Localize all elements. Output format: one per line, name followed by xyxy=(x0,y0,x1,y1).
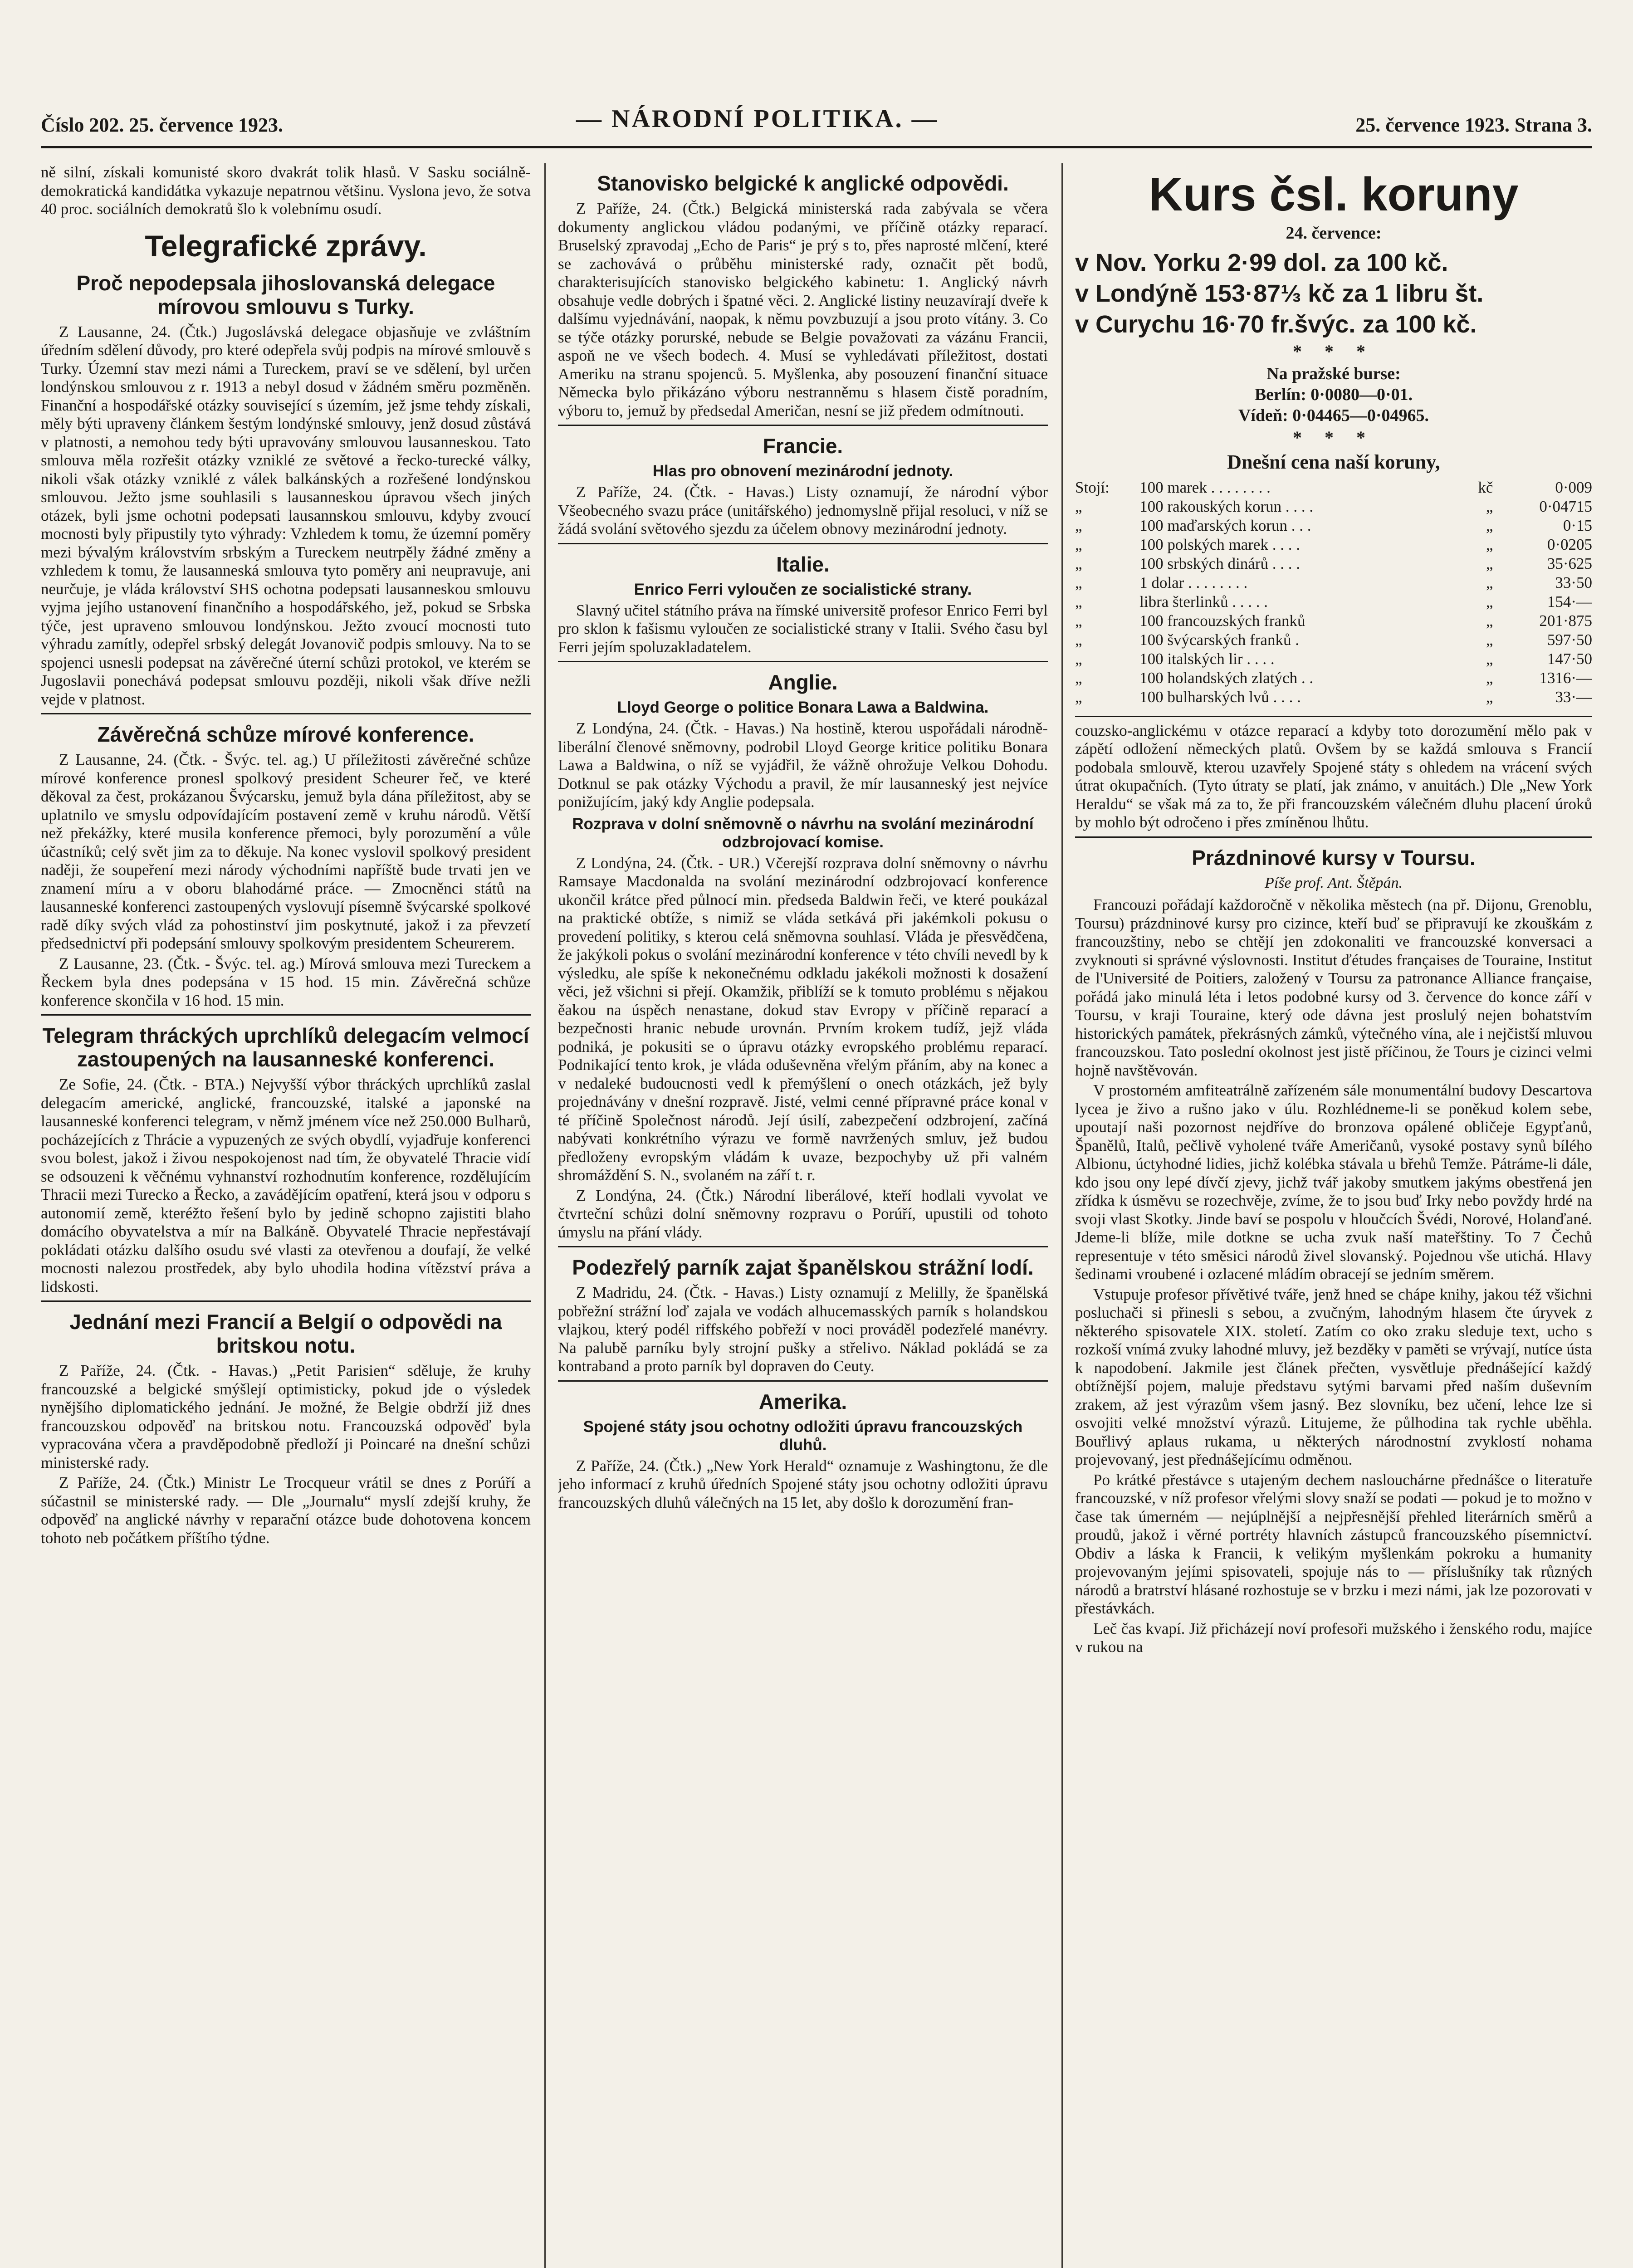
rate-prefix: „ xyxy=(1075,650,1082,668)
column-separator xyxy=(1061,163,1063,2268)
rate-unit: „ xyxy=(1486,669,1493,687)
rate-unit: „ xyxy=(1486,573,1493,591)
rate-unit: „ xyxy=(1486,688,1493,706)
article-paragraph: Z Paříže, 24. (Čtk.) Ministr Le Trocqueur vrátil se dnes z Porúří a súčastnil se ministerské rady. — Dle „Journalu“ myslí zdejší kruhy, že odpověď na anglické návrhy v reparační otázce bude dohotovena koncem tohoto neb počátkem příštího týdne. xyxy=(41,1474,531,1547)
rate-item: 100 rakouských korun . . . . xyxy=(1139,497,1314,515)
rate-row xyxy=(1075,516,1592,535)
rate-value: 35·625 xyxy=(1547,554,1592,572)
rates-table xyxy=(1075,478,1592,707)
rate-prefix: Stojí: xyxy=(1075,478,1110,496)
divider xyxy=(41,1014,531,1016)
rate-unit: „ xyxy=(1486,554,1493,572)
rate-item: 100 italských lir . . . . xyxy=(1139,650,1275,668)
rate-prefix: „ xyxy=(1075,573,1082,591)
column-2 xyxy=(558,163,1048,2268)
subhead: Lloyd George o politice Bonara Lawa a Baldwina. xyxy=(617,699,989,716)
rate-prefix: „ xyxy=(1075,554,1082,572)
stars-separator: * * * xyxy=(1293,427,1374,448)
kurs-line-curych: v Curychu 16·70 fr.švýc. za 100 kč. xyxy=(1075,310,1477,338)
rate-value: 0·009 xyxy=(1555,478,1592,496)
subhead: Rozprava v dolní sněmovně o návrhu na svolání mezinárodní odzbrojovací komise. xyxy=(572,815,1034,851)
article-paragraph: Z Londýna, 24. (Čtk.) Národní liberálové, kteří hodlali vyvolat ve čtvrteční schůzi dolní sněmovny rozpravu o Porúří, upustili od tohoto úmyslu na přání vlády. xyxy=(558,1186,1048,1241)
divider xyxy=(1075,716,1592,717)
stars-separator: * * * xyxy=(1293,341,1374,362)
article-paragraph: Ze Sofie, 24. (Čtk. - BTA.) Nejvyšší výbor thráckých uprchlíků zaslal delegacím americké, anglické, francouzské, italské a japonské na lausanneské konferenci telegram, v němž jménem více než 250.000 Bulharů, pocházejících z Thrácie a vypuzených ze svých obydlí, vyjadřuje konferenci svou bolest, jakož i živou nespokojenost nad tím, že obyvatelé Thracie vidí se odsouzeni k věčnému vyhnanství rozhodnutím konference, rozdělujícím Thracii mezi Turecko a Řecko, a zavádějícím opatření, která jsou v odporu s autonomií země, kteréžto řešení bylo by jedině schopno zajistiti blaho domácího obyvatelstva a mír na Balkáně. Obyvatelé Thracie nepřestávají pokládati otázku dalšího osudu své vlasti za otevřenou a doufají, že velké mocnosti nalezou prostředek, aby bylo uhodila hodina vítězství práva a lidskosti. xyxy=(41,1075,531,1295)
article-paragraph: Leč čas kvapí. Již přicházejí noví profesoři mužského i ženského rodu, majíce v rukou na xyxy=(1075,1619,1592,1656)
section-anglie: Anglie. xyxy=(768,670,838,694)
dnesni-cena-title: Dnešní cena naší koruny, xyxy=(1227,450,1440,473)
article-paragraph: Po krátké přestávce s utajeným dechem naslouchárne přednášce o literatuře francouzské, v níž profesor vřelými slovy snaží se podati — pokud je to možno v čase tak úmerném — nejúplnější a nejpřesnější přehled literárních směrů a proudů, jakož i věrné portréty hlavních zástupců francouzského písemnictví. Obdiv a láska k Francii, k velikým myšlenkám pokroku a humanity projevovaným jejími spisovateli, spojuje nás to — příslušníky tak různých národů a bratrství hlásané rozhostuje se v brzku i mezi námi, jak lze pozorovati v přestávkách. xyxy=(1075,1471,1592,1617)
kurs-line-newyork: v Nov. Yorku 2·99 dol. za 100 kč. xyxy=(1075,249,1448,276)
headline-podezrely-parnik: Podezřelý parník zajat španělskou strážní lodí. xyxy=(572,1256,1034,1279)
divider xyxy=(558,1380,1048,1382)
rate-prefix: „ xyxy=(1075,592,1082,611)
article-paragraph: Vstupuje profesor přívětivé tváře, jenž hned se chápe knihy, jakou též všichni posluchači si přinesli s sebou, a zvučným, lahodným hlasem čte úryvek z některého spisovatele XIX. století. Zatím co oko zraku sleduje text, ucho s rozkoší vnímá zvuky lahodné mluvy, jež bezděky v paměti se vrývají, nutíce ústa k napodobení. Jakmile jest článek přečten, vysvětluje přednášející každý obtížnější pojem, maluje představu sytými barvami před naším duševním zrakem, až jest výrazům všem jasný. Bez slovníku, bez učení, lehce lze si osvojiti velké množství výrazů. Litujeme, že půlhodina tak rychle uběhla. Bouřlivý aplaus rukama, u některých národnostní zvyklostí nohama projevovaný, jest přednášejícímu odměnou. xyxy=(1075,1285,1592,1468)
burse-label: Na pražské burse: xyxy=(1266,364,1401,383)
divider xyxy=(558,425,1048,426)
article-paragraph: V prostorném amfiteatrálně zařízeném sále monumentální budovy Descartova lycea je živo a rušno jako v úlu. Rozhlédneme-li se poněkud kolem sebe, upoutají naši pozornost nejdříve do bronzova opálené obličeje Egypťanů, Španělů, Italů, pečlivě vyholené tváře Američanů, vysoké postavy synů bílého Albionu, úctyhodné lidies, jichž kolébka stávala u břehů Temže. Pátráme-li dále, kdo jsou ony lepé dívčí zjevy, jichž tvář jakoby smutkem jakýms obestřená jen zřídka k úsměvu se rozechvěje, zvíme, že to jsou buď Irky nebo povždy hrdé na svoji vlast Skotky. Jinde baví se pospolu v hloučcích Švédi, Norové, Holanďané. Jdeme-li blíže, mile dotkne se ucha zvuk naší mateřštiny. To 7 Čechů representuje v této směsici národů živel slovanský. Pojednou vše utichá. Hlavy šedinami vroubené i ozlacené mládím obracejí se jedním směrem. xyxy=(1075,1081,1592,1283)
rate-value: 0·0205 xyxy=(1547,535,1592,553)
berlin-rate: Berlín: 0·0080—0·01. xyxy=(1254,385,1413,404)
newspaper-title: — NÁRODNÍ POLITIKA. — xyxy=(576,105,939,133)
headline-stanovisko-belgicke: Stanovisko belgické k anglické odpovědi. xyxy=(597,171,1009,195)
page-info: 25. července 1923. Strana 3. xyxy=(1355,114,1592,136)
viden-rate: Vídeň: 0·04465—0·04965. xyxy=(1238,406,1429,425)
headline-prazdninove-kursy: Prázdninové kursy v Toursu. xyxy=(1192,846,1476,870)
section-title-telegraf: Telegrafické zprávy. xyxy=(145,229,427,263)
article-paragraph: Z Londýna, 24. (Čtk. - UR.) Včerejší rozprava dolní sněmovny o návrhu Ramsaye Macdonalda na svolání mezinárodní odzbrojovací konference ukončil krátce před půlnocí min. předseda Baldwin řeči, ve které poukázal na praktické obtíže, s nimiž se vláda setkává při jakémkoli pokusu o provedení politiky, s kterou celá sněmovna souhlasí. Vláda je přesvědčena, že jakýkoli pokus o svolání mezinárodní konference v této chvíli nevedl by k výsledku, ale spíše k nekonečnému odkladu jakékoli možnosti k dosažení věci, jež všichni si přejí. Okamžik, přiblíží se k tomuto problému s nějakou ěakou na úspěch nenastane, dokud stav Evropy v příčině reparací a bezpečnosti hranic nebude urovnán. Prvním krokem tudíž, jejž vláda podniká, je pokusiti se o úpravu otázky evropského problému reparací. Podnikající tento krok, je vláda oduševněna vřelým přáním, aby na konec a v nedaleké budoucnosti vedl k přemýšlení o onech otázkách, jež byly projednávány v dnešní rozpravě. Jisté, velmi cenné přípravné práce konal v té příčině Společnost národů. Její úsilí, zabezpečení odzbrojení, začíná nabývati konkrétního výrazu ve formě navržených smluv, jež budou předloženy evropským vládám k uvaze, bezpochyby už při valném shromáždění S. N., svolaném na září t. r. xyxy=(558,854,1048,1184)
section-amerika: Amerika. xyxy=(758,1389,847,1413)
rate-prefix: „ xyxy=(1075,497,1082,515)
rate-prefix: „ xyxy=(1075,535,1082,553)
article-paragraph: Z Paříže, 24. (Čtk.) Belgická ministerská rada zabývala se včera dokumenty anglickou vládou podanými, ve příčině otázky reparací. Bruselský zpravodaj „Echo de Paris“ je prý s to, přes naprosté mlčení, které se zachovává o průběhu ministerské rady, označit pět bodů, charakterisujících stanovisko belgického kabinetu: 1. Anglický návrh obsahuje vedle dobrých i špatné věci. 2. Anglické listiny neuzavírají dveře k dalšímu vyjednávání, naopak, k němu povzbuzují a jsou proto vítány. 3. Co se týče otázky porurské, nebude se Belgie považovati za vázánu Francii, aspoň ne ve všech bodech. 4. Musí se vyhledávati příležitost, dostati Ameriku na stranu spojenců. 5. Myšlenka, aby posouzení finanční situace Německa bylo přikázáno výboru nestranněmu s hlasem čistě poradním, výboru to, jemuž by předsedal Američan, nesní se již předem odmítnouti. xyxy=(558,200,1048,420)
kurs-line-london: v Londýně 153·87⅓ kč za 1 libru št. xyxy=(1075,279,1484,307)
rate-item: libra šterlinků . . . . . xyxy=(1139,592,1268,611)
rate-row xyxy=(1075,573,1592,592)
headline-thracti-uprchlici: Telegram thráckých uprchlíků delegacím velmocí zastoupených na lausanneské konferenci. xyxy=(42,1024,529,1071)
subhead: Enrico Ferri vyloučen ze socialistické strany. xyxy=(634,580,972,598)
rate-value: 33·50 xyxy=(1555,573,1592,591)
rate-prefix: „ xyxy=(1075,516,1082,534)
rate-row xyxy=(1075,478,1592,497)
article-paragraph: Z Lausanne, 23. (Čtk. - Švýc. tel. ag.) Mírová smlouva mezi Tureckem a Řeckem byla dnes podepsána v 15 hod. 15 min. Závěrečná schůze konference skončila v 16 hod. 15 min. xyxy=(41,954,531,1009)
rate-value: 154·— xyxy=(1547,592,1592,611)
rate-prefix: „ xyxy=(1075,611,1082,630)
rate-row xyxy=(1075,592,1592,611)
rate-item: 100 francouzských franků xyxy=(1139,611,1305,630)
rate-row xyxy=(1075,631,1592,650)
rate-item: 100 holandských zlatých . . xyxy=(1139,669,1314,687)
rate-item: 100 švýcarských franků . xyxy=(1139,631,1299,649)
section-italie: Italie. xyxy=(776,552,830,576)
section-francie: Francie. xyxy=(763,434,843,458)
rate-value: 1316·— xyxy=(1539,669,1592,687)
rate-unit: „ xyxy=(1486,650,1493,668)
article-paragraph: Francouzi pořádají každoročně v několika městech (na př. Dijonu, Grenoblu, Toursu) prázdninové kursy pro cizince, kteří buď se připravují ke zkouškám z francouzštiny, nebo se chtějí jen zdokonaliti ve francouzské konversaci a zvyknouti si správné výslovnosti. Institut ďétudes françaises de Touraine, Institut de l'Université de Poitiers, založený v Toursu za patronance Alliance française, pořádá jako minulá léta i letos podobné kursy od 3. července do konce září v Toursu, v kraji Touraine, který ode dávna jest proslulý nejen bohatstvím historických památek, překrásných zámků, výtečného vína, ale i nejčistší mluvou francouzskou. Tato poslední okolnost jest jistě příčinou, že Tours je cizinci velmi hojně navštěvován. xyxy=(1075,896,1592,1079)
article-paragraph: Z Paříže, 24. (Čtk.) „New York Herald“ oznamuje z Washingtonu, že dle jeho informací z kruhů úředních Spojené státy jsou ochotny odložiti úpravu francouzských dluhů válečných na 15 let, aby došlo k dorozumění fran- xyxy=(558,1457,1048,1511)
rate-row xyxy=(1075,554,1592,573)
rate-value: 147·50 xyxy=(1547,650,1592,668)
headline-zaverecna-schuze: Závěrečná schůze mírové konference. xyxy=(97,723,474,746)
subhead: Hlas pro obnovení mezinárodní jednoty. xyxy=(652,462,953,480)
rate-value: 201·875 xyxy=(1539,611,1592,630)
divider xyxy=(1075,836,1592,838)
masthead-rule xyxy=(41,146,1592,148)
newspaper-page xyxy=(41,27,1592,2268)
rate-item: 100 maďarských korun . . . xyxy=(1139,516,1311,534)
rate-unit: „ xyxy=(1486,535,1493,553)
divider xyxy=(558,1246,1048,1247)
article-paragraph: Z Lausanne, 24. (Čtk.) Jugoslávská delegace objasňuje ve zvláštním úředním sdělení důvody, pro které odepřela svůj podpis na mírové smlouvě s Turky. Územní stav mezi námi a Tureckem, praví se ve sdělení, byl určen londýnskou smlouvou z r. 1913 a nebyl dosud v žádném směru pozměněn. Finanční a hospodářské otázky související s územím, jež jsme tehdy získali, měly býti upraveny článkem šestým londýnské smlouvy, jenž dosud zůstává v platnosti, a nemohou tedy býti upravovány smlouvou lausanneskou. Tato smlouva měla rozřešit otázky vzniklé ze světové a řecko-turecké války, nikoli však otázky vzniklé z válek balkánských a rozřešené londýnskou smlouvou. Ježto jsme souhlasili s lausanneskou úpravou všech jiných otázek, byli jsme ochotni podepsati lausannskou smlouvu, kdyby zvoucí mocnosti byly připustily tyto výhrady: Vzhledem k tomu, že územní poměry mezi bývalým královstvím srbským a Tureckem neutrpěly žádné změny a vzhledem k tomu, že lausanneská smlouva tyto poměry ani neupravuje, ani neurčuje, je vláda království SHS ochotna podepsati lausanneskou smlouvu vyjma jejího ustanovení finančního a hospodářského, jež, pokud se Srbska týče, jest upraveno smlouvou londýnskou. Ježto zvoucí mocnosti tuto výhradu zamítly, odepřel srbský delegát Jovanovič podpis smlouvy. Na to se spojenci usnesli podepsat na závěrečné úterní schůzi protokol, ve kterém se Jugoslavii ponechává podepsat smlouvu později, nikoli však dříve nežli vejde v platnost. xyxy=(41,323,531,708)
rate-row xyxy=(1075,669,1592,688)
headline-jihoslovanska: Proč nepodepsala jihoslovanská delegace mírovou smlouvu s Turky. xyxy=(76,271,495,318)
rate-unit: kč xyxy=(1478,478,1493,496)
article-paragraph: Z Londýna, 24. (Čtk. - Havas.) Na hostině, kterou uspořádali národně-liberální členové sněmovny, podrobil Lloyd George kritice politiku Bonara Lawa a Baldwina, o níž se vyjádřil, že vážně ohrožuje Velkou Dohodu. Dotknul se pak otázky Východu a pravil, že mír lausanneský jest nejvíce ponižujícím, jaký kdy Anglie podepsala. xyxy=(558,719,1048,811)
rate-item: 100 marek . . . . . . . . xyxy=(1139,478,1271,496)
article-paragraph: Z Lausanne, 24. (Čtk. - Švýc. tel. ag.) U příležitosti závěrečné schůze mírové konference pronesl spolkový president Scheurer řeč, ve které děkoval za čest, prokázanou Švýcarsku, jemuž byla dána příležitost, aby se uplatnilo ve smyslu odpovídajícím postavení země v kruhu národů. Větší než překážky, které musila konference přemoci, byly porozumění a vůle účastníků; celý svět jim za to děkuje. Na konec vyslovil spolkový president naději, že soupeření mezi národy východními napříště bude trvati jen ve znamení míru a v oboru blahodárné práce. — Zmocněnci států na lausanneské konferenci zastoupených vyslovují písemně švýcarské spolkové radě díky svých vlád za pohostinství jim poskytnuté, jakož i za převzetí předsednictví při podepsání smlouvy spolkovým presidentem Scheurerem. xyxy=(41,751,531,952)
intro-paragraph: ně silní, získali komunisté skoro dvakrát tolik hlasů. V Sasku sociálně-demokratická kandidátka vykazuje nepatrnou většinu. Vyslona jevo, že sotva 40 proc. sociálních demokratů šlo k volebnímu osudí. xyxy=(41,163,531,218)
rate-prefix: „ xyxy=(1075,669,1082,687)
masthead xyxy=(41,104,1592,145)
article-paragraph: Slavný učitel státního práva na římské universitě profesor Enrico Ferri byl pro sklon k fašismu vyloučen ze socialistické strany v Italii. Svého času byl Ferri jejím spoluzakladatelem. xyxy=(558,601,1048,656)
rate-value: 33·— xyxy=(1555,688,1592,706)
rate-value: 0·04715 xyxy=(1539,497,1592,515)
divider xyxy=(558,661,1048,662)
rate-value: 0·15 xyxy=(1563,516,1592,534)
rate-unit: „ xyxy=(1486,592,1493,611)
article-paragraph: Z Paříže, 24. (Čtk. - Havas.) „Petit Parisien“ sděluje, že kruhy francouzské a belgické smýšlejí optimisticky, pokud jde o výsledek nynějšího diplomatického jednání. Je možné, že Belgie obdrží již dnes francouzskou odpověď na britskou notu. Francouzská odpověď byla vypracována včera a pravděpodobně předloží ji Poincaré na dnešní schůzi ministerské rady. xyxy=(41,1362,531,1471)
article-paragraph: Z Paříže, 24. (Čtk. - Havas.) Listy oznamují, že národní výbor Všeobecného svazu práce (unitářského) jednomyslně přijal resoluci, v níž se žádá svolání světového sjezdu za účelem obnovy mezinárodní jednoty. xyxy=(558,483,1048,538)
divider xyxy=(41,1300,531,1302)
rate-prefix: „ xyxy=(1075,688,1082,706)
rate-unit: „ xyxy=(1486,611,1493,630)
kurs-date: 24. července: xyxy=(1286,224,1382,243)
byline: Píše prof. Ant. Štěpán. xyxy=(1264,874,1403,891)
rate-unit: „ xyxy=(1486,631,1493,649)
article-paragraph: couzsko-anglickému v otázce reparací a kdyby toto dorozumění mělo pak v zápětí odložení německých platů. Ovšem by se každá smlouva s Francií podobala smlouvě, kterou uzavřely Spojené státy s ohledem na vrácení svých útrat okupačních. (Tyto útraty se platí, jak známo, v anuitách.) Dle „New York Heraldu“ se však má za to, že při francouzském válečném dluhu placení úroků by mohlo být odročeno i přes zmíněnou lhůtu. xyxy=(1075,721,1592,831)
rate-item: 1 dolar . . . . . . . . xyxy=(1139,573,1248,591)
divider xyxy=(558,543,1048,544)
rate-item: 100 bulharských lvů . . . . xyxy=(1139,688,1301,706)
divider xyxy=(41,713,531,714)
rate-row xyxy=(1075,688,1592,707)
column-1 xyxy=(41,163,531,2268)
column-separator xyxy=(544,163,546,2268)
rate-row xyxy=(1075,497,1592,516)
rate-row xyxy=(1075,535,1592,554)
issue-info: Číslo 202. 25. července 1923. xyxy=(41,114,283,136)
rate-item: 100 polských marek . . . . xyxy=(1139,535,1300,553)
rate-value: 597·50 xyxy=(1547,631,1592,649)
rate-item: 100 srbských dinárů . . . . xyxy=(1139,554,1300,572)
article-paragraph: Z Madridu, 24. (Čtk. - Havas.) Listy oznamují z Melilly, že španělská pobřežní strážní loď zajala ve vodách alhucemasských parník s holandskou vlajkou, který podél riffského pobřeží v noci prováděl podezřelé manévry. Na palubě parníku byly strojní pušky a střelivo. Náklad pokládá se za kontraband a proto parník byl dopraven do Ceuty. xyxy=(558,1284,1048,1375)
rate-row xyxy=(1075,650,1592,669)
rate-row xyxy=(1075,611,1592,631)
rate-unit: „ xyxy=(1486,497,1493,515)
column-3 xyxy=(1075,163,1592,2268)
rate-unit: „ xyxy=(1486,516,1493,534)
subhead: Spojené státy jsou ochotny odložiti úpravu francouzských dluhů. xyxy=(583,1418,1023,1454)
headline-francie-belgie: Jednání mezi Francií a Belgií o odpovědi na britskou notu. xyxy=(69,1310,502,1357)
kurs-title: Kurs čsl. koruny xyxy=(1149,168,1519,221)
rate-prefix: „ xyxy=(1075,631,1082,649)
